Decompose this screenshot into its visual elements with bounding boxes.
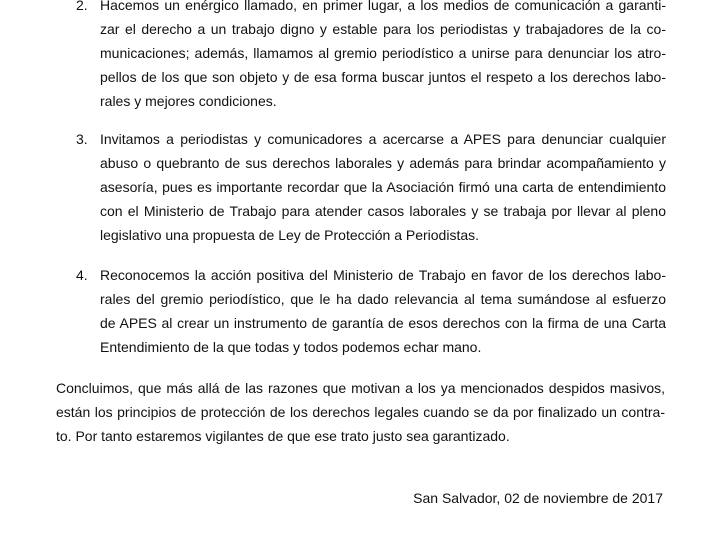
place-date: San Salvador, 02 de noviembre de 2017 bbox=[413, 490, 663, 506]
text-line: pellos de los que son objeto y de esa forma buscar juntos el respeto a los derechos labo- bbox=[100, 69, 666, 85]
text-line: legislativo una propuesta de Ley de Protección a Periodistas. bbox=[100, 227, 480, 243]
text-line: to. Por tanto estaremos vigilantes de que ese trato justo sea garantizado. bbox=[56, 428, 510, 444]
text-line: rales y mejores condiciones. bbox=[100, 93, 277, 109]
text-line: Hacemos un enérgico llamado, en primer lugar, a los medios de comunicación a garanti- bbox=[100, 0, 666, 13]
text-line: con el Ministerio de Trabajo para atender casos laborales y se trabaja por llevar al pleno bbox=[100, 203, 666, 219]
text-line: Concluimos, que más allá de las razones que motivan a los ya mencionados despidos masivos, bbox=[56, 380, 665, 396]
text-line: zar el derecho a un trabajo digno y estable para los periodistas y trabajadores de la co- bbox=[100, 21, 666, 37]
list-item-text bbox=[100, 0, 666, 113]
text-line: municaciones; además, llamamos al gremio periodístico a unirse para denunciar los atro- bbox=[100, 45, 666, 61]
text-line: rales del gremio periodístico, que le ha dado relevancia al tema sumándose al esfuerzo bbox=[100, 291, 666, 307]
list-item-text bbox=[100, 127, 666, 247]
text-line: Invitamos a periodistas y comunicadores a acercarse a APES para denunciar cualquier bbox=[100, 131, 666, 147]
text-line: Reconocemos la acción positiva del Ministerio de Trabajo en favor de los derechos labo- bbox=[100, 267, 666, 283]
list-item-number: 2. bbox=[76, 0, 88, 13]
text-line: abuso o quebranto de sus derechos laborales y además para brindar acompañamiento y bbox=[100, 155, 666, 171]
list-item-number: 3. bbox=[76, 131, 88, 147]
list-item-number: 4. bbox=[76, 267, 88, 283]
text-line: de APES al crear un instrumento de garantía de esos derechos con la firma de una Carta bbox=[100, 315, 666, 331]
conclusion-paragraph bbox=[56, 376, 665, 448]
text-line: están los principios de protección de los derechos legales cuando se da por finalizado un contra- bbox=[56, 404, 665, 420]
list-item-text bbox=[100, 263, 666, 359]
text-line: asesoría, pues es importante recordar que la Asociación firmó una carta de entendimiento bbox=[100, 179, 666, 195]
text-line: Entendimiento de la que todas y todos podemos echar mano. bbox=[100, 339, 482, 355]
